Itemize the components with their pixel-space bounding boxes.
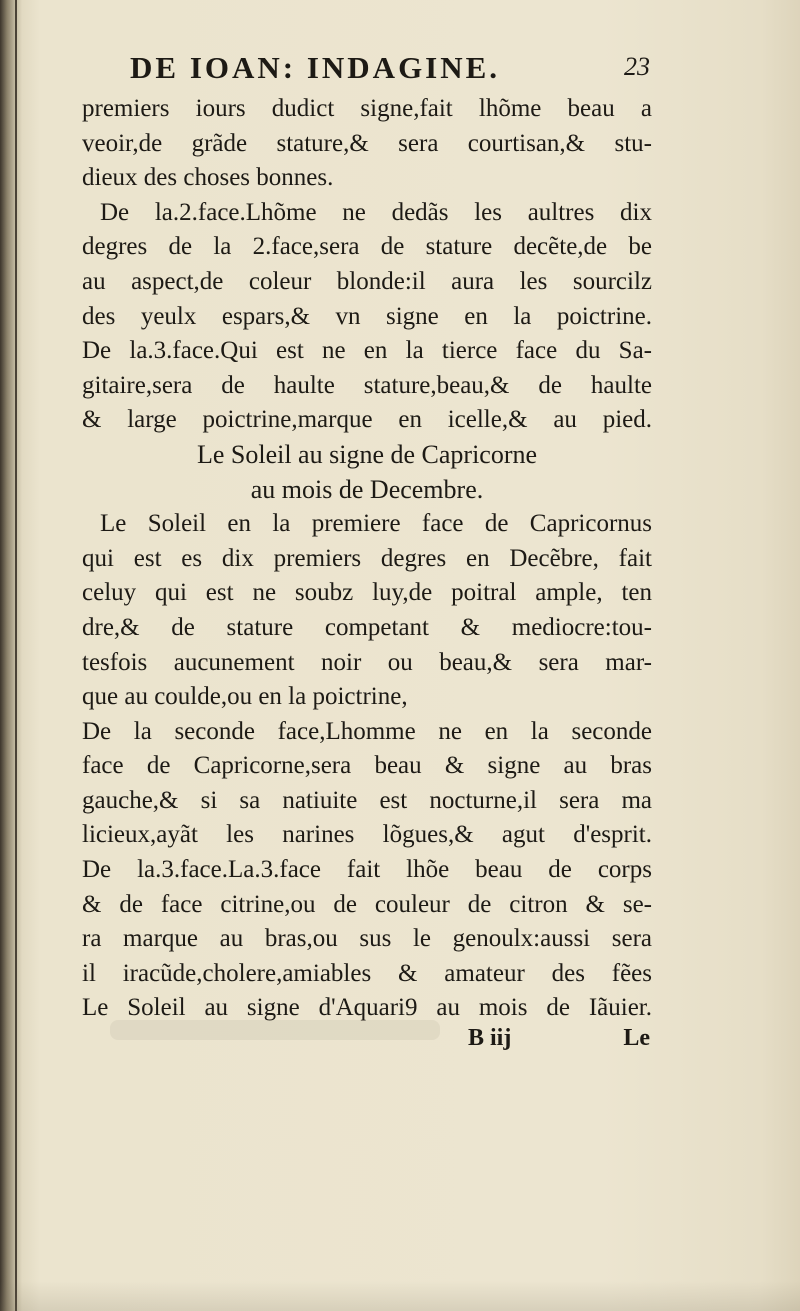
text-line: De la.3.face.La.3.face fait lhõe beau de corps (82, 856, 652, 884)
text-line: au aspect,de coleur blonde:il aura les sourcilz (82, 267, 652, 295)
text-line: dieux des choses bonnes. (82, 164, 334, 192)
page-gutter (0, 0, 22, 1311)
text-line: & de face citrine,ou de couleur de citron & se- (82, 890, 652, 918)
binding-edge (15, 0, 17, 1311)
folio-number: 23 (624, 52, 650, 81)
text-line: qui est es dix premiers degres en Decẽbre, fait (82, 544, 652, 572)
text-line: des yeulx espars,& vn signe en la poictrine. (82, 302, 652, 330)
running-title: DE IOAN: INDAGINE. (130, 50, 501, 85)
text-line: De la seconde face,Lhomme ne en la seconde (82, 717, 652, 745)
page-footer (460, 1025, 650, 1057)
text-line: dre,& de stature competant & mediocre:tou- (82, 613, 652, 641)
body-text (82, 92, 652, 1026)
text-line: ra marque au bras,ou sus le genoulx:aussi sera (82, 925, 652, 953)
text-line: tesfois aucunement noir ou beau,& sera mar- (82, 648, 652, 676)
ink-show-through (110, 1020, 440, 1040)
catchword: Le (623, 1025, 650, 1051)
page-header (130, 50, 650, 92)
text-line: degres de la 2.face,sera de stature decẽte,de be (82, 233, 652, 261)
text-line: il iracũde,cholere,amiables & amateur des fẽes (82, 959, 652, 987)
text-line: gitaire,sera de haulte stature,beau,& de haulte (82, 371, 652, 399)
text-line: Le Soleil au signe de Capricorne (196, 439, 538, 469)
text-line: Le Soleil en la premiere face de Capricornus (100, 510, 652, 538)
page-shadow (0, 1281, 800, 1311)
text-line: licieux,ayãt les narines lõgues,& agut d'esprit. (82, 821, 652, 849)
text-line: gauche,& si sa natiuite est nocturne,il sera ma (82, 786, 652, 814)
text-line: premiers iours dudict signe,fait lhõme beau a (82, 95, 652, 122)
text-line: celuy qui est ne soubz luy,de poitral ample, ten (82, 579, 652, 607)
text-line: & large poictrine,marque en icelle,& au pied. (82, 406, 652, 434)
text-line: veoir,de grãde stature,& sera courtisan,& stu- (82, 129, 652, 157)
text-line: De la.2.face.Lhõme ne dedãs les aultres dix (100, 198, 652, 226)
text-line: Le Soleil au signe d'Aquari9 au mois de Iãuier. (82, 994, 652, 1022)
signature-mark: B iij (468, 1025, 512, 1051)
text-line: face de Capricorne,sera beau & signe au bras (82, 752, 652, 780)
text-line: que au coulde,ou en la poictrine, (82, 683, 408, 711)
text-line: De la.3.face.Qui est ne en la tierce face du Sa- (82, 337, 652, 365)
text-line: au mois de Decembre. (250, 474, 484, 504)
